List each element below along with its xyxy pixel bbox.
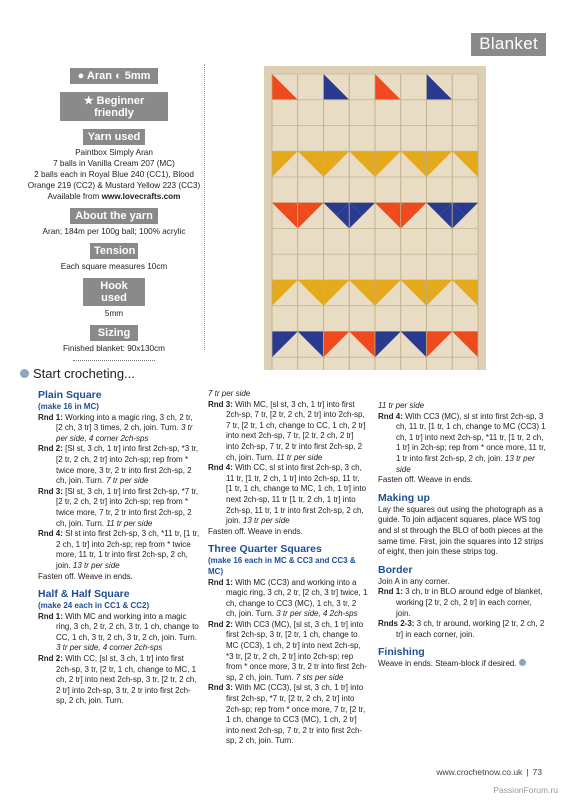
footer (436, 767, 542, 777)
start-crocheting-heading (20, 366, 135, 381)
hook-used-heading: Hook used (83, 278, 145, 306)
crochet-square (452, 357, 478, 370)
crochet-square (324, 177, 350, 203)
three-quarter-heading: Three Quarter Squares (208, 543, 322, 556)
sizing-text: Finished blanket: 90x130cm (63, 344, 165, 353)
crochet-square (375, 229, 401, 255)
start-text: Start crocheting... (33, 366, 135, 381)
crochet-square (401, 74, 427, 100)
level-badge (60, 92, 168, 121)
crochet-square (375, 100, 401, 126)
making-up-text: Lay the squares out using the photograph as a guide. To join adjacent squares, place WS tog and sl st through the BLO of both pieces at the same time. First, join the squares into 12 strips of eight, then join these strips tog. (378, 504, 544, 557)
crochet-square (375, 357, 401, 370)
three-rnd-1: Rnd 1: With MC (CC3) and working into a magic ring, 3 ch, 2 tr, [2 ch, 3 tr] twice, 1 ch, change to CC3 (MC), 1 ch, 3 tr, 2 ch, join. Turn. 3 tr per side, 4 2ch-sps (208, 577, 368, 619)
half-rnd-2-cont: 7 tr per side (208, 389, 251, 398)
yarn-used-heading: Yarn used (83, 129, 145, 145)
border-heading: Border (378, 563, 413, 576)
crochet-square (272, 357, 298, 370)
crochet-square (324, 229, 350, 255)
level-text: Beginner friendly (94, 95, 145, 119)
crochet-square (349, 177, 375, 203)
crochet-square (272, 306, 298, 332)
crochet-square (452, 177, 478, 203)
crochet-square (452, 100, 478, 126)
crochet-square (324, 100, 350, 126)
yarn-weight-badge (70, 68, 158, 84)
three-rnd-3: Rnd 3: With MC (CC3), [sl st, 3 ch, 1 tr] into first 2ch-sp, *7 tr, [2 tr, 2 ch, 2 tr] into 2ch-sp; rep from * once more, 7 tr, [2 tr, 1 ch, change to CC3 (MC), 1 ch, 2 tr] into next 2ch-sp, 7 tr, 2 tr into first 2ch-sp, 2 ch, join. Turn. (208, 683, 366, 746)
tension-text: Each square measures 10cm (60, 262, 168, 271)
crochet-square (349, 74, 375, 100)
column-2 (208, 389, 368, 747)
crochet-square (401, 126, 427, 152)
divider (73, 360, 155, 361)
blanket-squares (272, 74, 478, 370)
crochet-square (401, 254, 427, 280)
hook-used-text: 5mm (104, 309, 124, 318)
crochet-square (375, 306, 401, 332)
crochet-square (427, 357, 453, 370)
plain-end: Fasten off. Weave in ends. (38, 571, 133, 581)
sizing-heading: Sizing (90, 325, 138, 341)
plain-rnd-3: Rnd 3: [Sl st, 3 ch, 1 tr] into first 2ch-sp, *7 tr, [2 tr, 2 ch, 2 tr] into 2ch-sp; rep from * twice more, 7 tr, 2 tr into first 2ch-sp, 2 ch, join. Turn. 11 tr per side (38, 486, 199, 528)
end-bullet-icon (519, 659, 526, 666)
crochet-square (324, 357, 350, 370)
crochet-square (401, 306, 427, 332)
finishing-text: Weave in ends. Steam-block if desired. (378, 659, 546, 670)
three-end: Fasten off. Weave in ends. (378, 475, 473, 485)
three-rnd-3-cont: 11 tr per side (378, 401, 425, 410)
crochet-square (324, 126, 350, 152)
crochet-square (324, 254, 350, 280)
crochet-square (298, 74, 324, 100)
about-yarn-text: Aran; 184m per 100g ball; 100% acrylic (42, 227, 186, 236)
info-column (20, 64, 208, 361)
crochet-square (452, 306, 478, 332)
blanket-photo (264, 66, 486, 370)
three-rnd-2: Rnd 2: With CC3 (MC), [sl st, 3 ch, 1 tr] into first 2ch-sp, 3 tr, [2 tr, 1 ch, change to MC (CC3), 1 ch, 2 tr] into next 2ch-sp, *3 tr, [2 tr, 2 ch, 2 tr] into 2ch-sp; rep from * once more, 3 tr, 2 tr into first 2ch-sp, 2 ch, join. Turn. 7 sts per side (208, 619, 367, 682)
half-rnd-2: Rnd 2: With CC, [sl st, 3 ch, 1 tr] into first 2ch-sp, 3 tr, [2 tr, 1 ch, change to MC, 1 ch, 2 tr] into next 2ch-sp, 3 tr, [2 tr, 2 ch, 2 tr] into 2ch-sp, 3 tr, 2 tr into first 2ch-sp, 2 ch, join. Turn. (38, 654, 197, 706)
crochet-square (298, 229, 324, 255)
crochet-square (272, 126, 298, 152)
plain-rnd-1: Rnd 1: Working into a magic ring, 3 ch, 2 tr, [2 ch, 3 tr] 3 times, 2 ch, join. Turn. 3 tr per side, 4 corner 2ch-sps (38, 412, 193, 443)
half-square-heading: Half & Half Square (38, 588, 130, 601)
crochet-square (298, 126, 324, 152)
crochet-square (298, 254, 324, 280)
hook-size: 5mm (124, 70, 151, 82)
crochet-square (427, 306, 453, 332)
crochet-square (401, 177, 427, 203)
crochet-square (298, 177, 324, 203)
making-up-heading: Making up (378, 491, 430, 504)
available-url[interactable]: www.lovecrafts.com (101, 192, 181, 201)
column-divider (204, 64, 206, 350)
crochet-square (272, 254, 298, 280)
plain-square-heading: Plain Square (38, 389, 102, 401)
crochet-square (427, 177, 453, 203)
crochet-square (324, 306, 350, 332)
half-end: Fasten off. Weave in ends. (208, 526, 303, 536)
page-title: Blanket (471, 33, 546, 56)
crochet-square (375, 177, 401, 203)
crochet-square (427, 254, 453, 280)
crochet-square (349, 254, 375, 280)
tension-heading: Tension (90, 243, 138, 259)
crochet-square (298, 100, 324, 126)
yarn-line: 2 balls each in Royal Blue 240 (CC1), Blood (34, 170, 194, 179)
plain-rnd-2: Rnd 2: [Sl st, 3 ch, 1 tr] into first 2ch-sp, *3 tr, [2 tr, 2 ch, 2 tr] into 2ch-sp; rep from * twice more, 3 tr, 2 tr into first 2ch-sp, 2 ch, join. Turn. 7 tr per side (38, 444, 199, 486)
crochet-square (427, 100, 453, 126)
crochet-square (452, 74, 478, 100)
footer-separator: | (526, 767, 529, 777)
yarn-line: Orange 219 (CC2) & Mustard Yellow 223 (CC3) (27, 181, 201, 190)
crochet-square (272, 177, 298, 203)
column-1 (38, 389, 200, 707)
crochet-square (375, 126, 401, 152)
crochet-square (375, 254, 401, 280)
crochet-square (349, 229, 375, 255)
crochet-square (349, 306, 375, 332)
crochet-square (427, 126, 453, 152)
footer-site[interactable]: www.crochetnow.co.uk (436, 767, 523, 777)
hook-icon: ◐ (115, 70, 122, 82)
crochet-square (427, 229, 453, 255)
yarn-line: 7 balls in Vanilla Cream 207 (MC) (53, 159, 175, 168)
watermark: PassionForum.ru (493, 785, 558, 795)
border-rnds-2-3: Rnds 2-3: 3 ch, tr around, working [2 tr, 2 ch, 2 tr] in each corner, join. (378, 619, 545, 639)
page-number: 73 (532, 767, 542, 777)
available-line (20, 191, 208, 202)
crochet-square (272, 100, 298, 126)
finishing-heading: Finishing (378, 646, 425, 659)
crochet-square (298, 306, 324, 332)
crochet-square (452, 254, 478, 280)
star-icon: ★ (83, 95, 94, 107)
three-rnd-4: Rnd 4: With CC3 (MC), sl st into first 2ch-sp, 3 ch, 11 tr, [1 tr, 1 ch, change to MC (CC3) 1 ch, 1 tr] into next 2ch-sp, *11 tr, [1 tr, 2 ch, 1 tr] in 2ch-sp; rep from * once more, 11 tr, 1 tr into first 2ch-sp, 2 ch, join. 13 tr per side (378, 411, 546, 474)
crochet-square (452, 229, 478, 255)
half-rnd-4: Rnd 4: With CC, sl st into first 2ch-sp, 3 ch, 11 tr, [1 tr, 2 ch, 1 tr] into 2ch-sp, 11 tr, [1 tr, 1 ch, change to MC, 1 ch, 1 tr] into next 2ch-sp, 11 tr [1 tr, 2 ch, 1 tr] into 2ch-sp, 11 tr, 1 tr into first 2ch-sp, 2 ch, join. 13 tr per side (208, 463, 367, 526)
half-square-sub: (make 24 each in CC1 & CC2) (38, 601, 150, 611)
crochet-square (452, 126, 478, 152)
crochet-square (349, 100, 375, 126)
column-3 (378, 401, 546, 670)
half-rnd-1: Rnd 1: With MC and working into a magic ring, 3 ch, 2 tr, 2 ch, 3 tr, 1 ch, change to CC, 1 ch, 3 tr, 2 ch, 3 tr, 2 ch, join. Turn. 3 tr per side, 4 corner 2ch-sps (38, 611, 199, 653)
border-rnd-1: Rnd 1: 3 ch, tr in BLO around edge of blanket, working [2 tr, 2 ch, 2 tr] in each corner, join. (378, 587, 543, 618)
available-from: Available from (47, 192, 100, 201)
crochet-square (272, 229, 298, 255)
yarn-used-text (20, 147, 208, 202)
crochet-square (298, 357, 324, 370)
crochet-square (401, 229, 427, 255)
crochet-square (349, 126, 375, 152)
ball-icon: ● (77, 70, 85, 82)
crochet-square (401, 357, 427, 370)
yarn-line: Paintbox Simply Aran (75, 148, 153, 157)
three-quarter-sub: (make 16 each in MC & CC3 and CC3 & MC) (208, 556, 356, 576)
plain-square-sub: (make 16 in MC) (38, 402, 99, 411)
bullet-icon (20, 369, 29, 378)
half-rnd-3: Rnd 3: With MC, [sl st, 3 ch, 1 tr] into first 2ch-sp, 7 tr, [2 tr, 2 ch, 2 tr] into 2ch-sp, 7 tr, [2 tr, 1 ch, change to CC, 1 ch, 2 tr] into next 2ch-sp, 7 tr, [2 tr, 2 ch, 2 tr] into 2ch-sp, 7 tr, 2 tr into first 2ch-sp, 2 ch, join. Turn. 11 tr per side (208, 399, 366, 462)
crochet-square (349, 357, 375, 370)
border-intro: Join A in any corner. (378, 576, 450, 586)
yarn-weight: Aran (86, 70, 112, 82)
about-yarn-heading: About the yarn (70, 208, 158, 224)
plain-rnd-4: Rnd 4: Sl st into first 2ch-sp, 3 ch, *11 tr, [1 tr, 2 ch, 1 tr] into 2ch-sp; rep from * twice more, 11 tr, 1 tr into first 2ch-sp, 2 ch, join. 13 tr per side (38, 529, 200, 570)
crochet-square (401, 100, 427, 126)
